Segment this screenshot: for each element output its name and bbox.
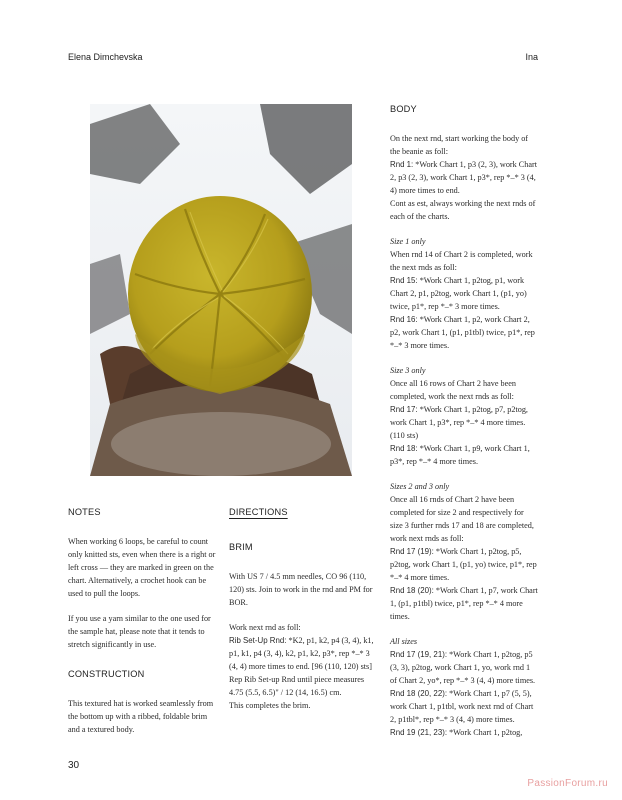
all-sizes-heading: All sizes bbox=[390, 637, 418, 646]
body-rnd-18 bbox=[390, 442, 538, 468]
sizes-2-3-intro: Once all 16 rnds of Chart 2 have been completed for size 2 and respectively for size 3 further rnds 17 and 18 are completed, work next rnds as foll: bbox=[390, 495, 534, 543]
hat-photo bbox=[90, 104, 352, 476]
body-intro: On the next rnd, start working the body of the beanie as foll: bbox=[390, 134, 529, 156]
brim-paragraph-4: This completes the brim. bbox=[229, 701, 311, 710]
rnd-17-label: Rnd 17: bbox=[390, 405, 418, 414]
size-3-heading: Size 3 only bbox=[390, 366, 426, 375]
rib-setup-round bbox=[229, 634, 377, 673]
body-rnd-17-19 bbox=[390, 545, 538, 584]
rnd-16-text: *Work Chart 1, p2, work Chart 2, p2, work Chart 1, (p1, p1tbl) twice, p1*, rep *–* 3 more times. bbox=[390, 315, 535, 350]
hat-photo-illustration bbox=[90, 104, 352, 476]
author-name: Elena Dimchevska bbox=[68, 52, 143, 62]
notes-paragraph-1: When working 6 loops, be careful to count only knitted sts, even when there is a right or left cross — they are marked in green on the chart. Alternatively, a crochet hook can be used to pull the loops. bbox=[68, 537, 216, 598]
size-1-intro: When rnd 14 of Chart 2 is completed, work the next rnds as foll: bbox=[390, 250, 533, 272]
body-rnd-16 bbox=[390, 313, 538, 352]
notes-paragraph-2: If you use a yarn similar to the one used for the sample hat, please note that it tends to stretch significantly in use. bbox=[68, 614, 211, 649]
rnd-18-20-22-label: Rnd 18 (20, 22): bbox=[390, 689, 448, 698]
rnd-17-text: *Work Chart 1, p2tog, p7, p2tog, work Chart 1, p3*, rep *–* 4 more times. (110 sts) bbox=[390, 405, 528, 440]
directions-section bbox=[229, 506, 377, 712]
construction-heading: CONSTRUCTION bbox=[68, 669, 145, 679]
rnd-19-21-23-text: *Work Chart 1, p2tog, bbox=[447, 728, 523, 737]
rnd-18-label: Rnd 18: bbox=[390, 444, 418, 453]
body-rnd-19-21-23 bbox=[390, 726, 538, 739]
directions-heading: DIRECTIONS bbox=[229, 507, 288, 517]
body-rnd-15 bbox=[390, 274, 538, 313]
size-3-intro: Once all 16 rows of Chart 2 have been completed, work the next rnds as foll: bbox=[390, 379, 516, 401]
rnd-18-20-text: *Work Chart 1, p7, work Chart 1, (p1, p1tbl) twice, p1*, rep *–* 4 more times. bbox=[390, 586, 538, 621]
rnd-16-label: Rnd 16: bbox=[390, 315, 418, 324]
rnd-18-text: *Work Chart 1, p9, work Chart 1, p3*, rep *–* 4 more times. bbox=[390, 444, 530, 466]
rnd-19-21-23-label: Rnd 19 (21, 23): bbox=[390, 728, 448, 737]
brim-paragraph-3: Rep Rib Set-up Rnd until piece measures 4.75 (5.5, 6.5)" / 12 (14, 16.5) cm. bbox=[229, 675, 365, 697]
body-rnd-1 bbox=[390, 158, 538, 197]
body-continue: Cont as est, always working the next rnds of each of the charts. bbox=[390, 199, 536, 221]
rnd-18-20-22-text: *Work Chart 1, p7 (5, 5), work Chart 1, p1tbl, work next rnd of Chart 2, p1tbl*, rep *–* 3 (4, 4) more times. bbox=[390, 689, 534, 724]
notes-heading: NOTES bbox=[68, 507, 101, 517]
body-rnd-18-20 bbox=[390, 584, 538, 623]
rib-setup-label: Rib Set-Up Rnd: bbox=[229, 636, 287, 645]
sizes-2-3-heading: Sizes 2 and 3 only bbox=[390, 482, 450, 491]
body-heading: BODY bbox=[390, 104, 417, 114]
page-number: 30 bbox=[68, 760, 80, 771]
rnd-17-19-label: Rnd 17 (19): bbox=[390, 547, 434, 556]
notes-section bbox=[68, 506, 216, 736]
rnd-1-label: Rnd 1: bbox=[390, 160, 414, 169]
rnd-17-19-21-text: *Work Chart 1, p2tog, p5 (3, 3), p2tog, work Chart 1, yo, work rnd 1 of Chart 2, yo*, rep *–* 3 (4, 4) more times. bbox=[390, 650, 536, 685]
rib-setup-text: *K2, p1, k2, p4 (3, 4), k1, p1, k1, p4 (3, 4), k2, p1, k2, p3*, rep *–* 3 (4, 4) more times to end. [96 (110, 120) sts] bbox=[229, 636, 374, 671]
rnd-15-text: *Work Chart 1, p2tog, p1, work Chart 2, p1, p2tog, work Chart 1, (p1, yo) twice, p1*, rep *–* 3 more times. bbox=[390, 276, 527, 311]
watermark: PassionForum.ru bbox=[527, 778, 608, 789]
rnd-17-19-text: *Work Chart 1, p2tog, p5, p2tog, work Chart 1, (p1, yo) twice, p1*, rep *–* 4 more times. bbox=[390, 547, 537, 582]
brim-paragraph-1: With US 7 / 4.5 mm needles, CO 96 (110, 120) sts. Join to work in the rnd and PM for BOR. bbox=[229, 572, 373, 607]
brim-paragraph-2: Work next rnd as foll: bbox=[229, 623, 301, 632]
rnd-17-19-21-label: Rnd 17 (19, 21): bbox=[390, 650, 448, 659]
rnd-15-label: Rnd 15: bbox=[390, 276, 418, 285]
body-rnd-17 bbox=[390, 403, 538, 442]
rnd-18-20-label: Rnd 18 (20): bbox=[390, 586, 434, 595]
body-rnd-18-20-22 bbox=[390, 687, 538, 726]
body-rnd-17-19-21 bbox=[390, 648, 538, 687]
rnd-1-text: *Work Chart 1, p3 (2, 3), work Chart 2, p3 (2, 3), work Chart 1, p3*, rep *–* 3 (4, 4) more times to end. bbox=[390, 160, 537, 195]
size-1-heading: Size 1 only bbox=[390, 237, 426, 246]
pattern-name: Ina bbox=[525, 52, 538, 62]
body-section bbox=[390, 103, 538, 739]
construction-paragraph: This textured hat is worked seamlessly from the bottom up with a ribbed, foldable brim and a textured body. bbox=[68, 699, 214, 734]
brim-heading: BRIM bbox=[229, 542, 253, 552]
